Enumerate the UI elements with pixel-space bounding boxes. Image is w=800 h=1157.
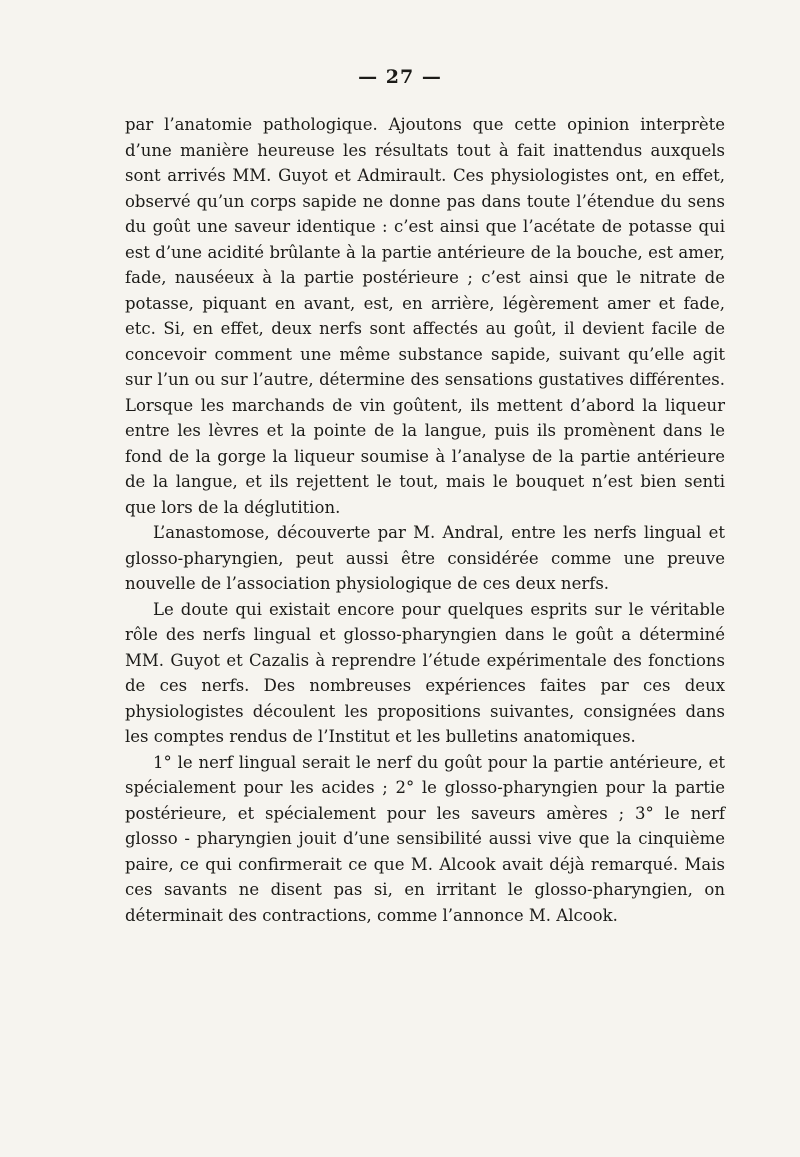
paragraph-experiments: Le doute qui existait encore pour quelques esprits sur le véritable rôle des nerfs lingual et glosso-pharyngien dans le goût a déterminé MM. Guyot et Cazalis à reprendre l’étude expérimentale des fonctions de ces nerfs. Des nombreuses expériences faites par ces deux physiologistes découlent les propositions suivantes, consignées dans les comptes rendus de l’Institut et les bulletins anatomiques. — [125, 599, 725, 746]
body-text — [125, 112, 725, 928]
paragraph-propositions: 1° le nerf lingual serait le nerf du goût pour la partie antérieure, et spécialement pour les acides ; 2° le glosso-pharyngien pour la partie postérieure, et spécialement pour les saveurs amères ; 3° le nerf glosso - pharyngien jouit d’une sensibilité aussi vive que la cinquième paire, ce qui confirmerait ce que M. Alcook avait déjà remarqué. Mais ces savants ne disent pas si, en irritant le glosso-pharyngien, on déterminait des contractions, comme l’annonce M. Alcook. — [125, 752, 725, 925]
page-number: — 27 — — [358, 66, 442, 88]
paragraph-anastomose: L’anastomose, découverte par M. Andral, entre les nerfs lingual et glosso-pharyngien, peut aussi être considérée comme une preuve nouvelle de l’association physiologique de ces deux nerfs. — [125, 523, 725, 593]
paragraph-continuation: par l’anatomie pathologique. Ajoutons que cette opinion interprète d’une manière heureuse les résultats tout à fait inattendus auxquels sont arrivés MM. Guyot et Admirault. Ces physiologistes ont, en effet, observé qu’un corps sapide ne donne pas dans toute l’étendue du sens du goût une saveur identique : c’est ainsi que l’acétate de potasse qui est d’une acidité brûlante à la partie antérieure de la bouche, est amer, fade, nauséeux à la partie postérieure ; c’est ainsi que le nitrate de potasse, piquant en avant, est, en arrière, légèrement amer et fade, etc. Si, en effet, deux nerfs sont affectés au goût, il devient facile de concevoir comment une même substance sapide, suivant qu’elle agit sur l’un ou sur l’autre, détermine des sensations gustatives différentes. Lorsque les marchands de vin goûtent, ils mettent d’abord la liqueur entre les lèvres et la pointe de la langue, puis ils promènent dans le fond de la gorge la liqueur soumise à l’analyse de la partie antérieure de la langue, et ils rejettent le tout, mais le bouquet n’est bien senti que lors de la déglutition. — [125, 115, 725, 517]
